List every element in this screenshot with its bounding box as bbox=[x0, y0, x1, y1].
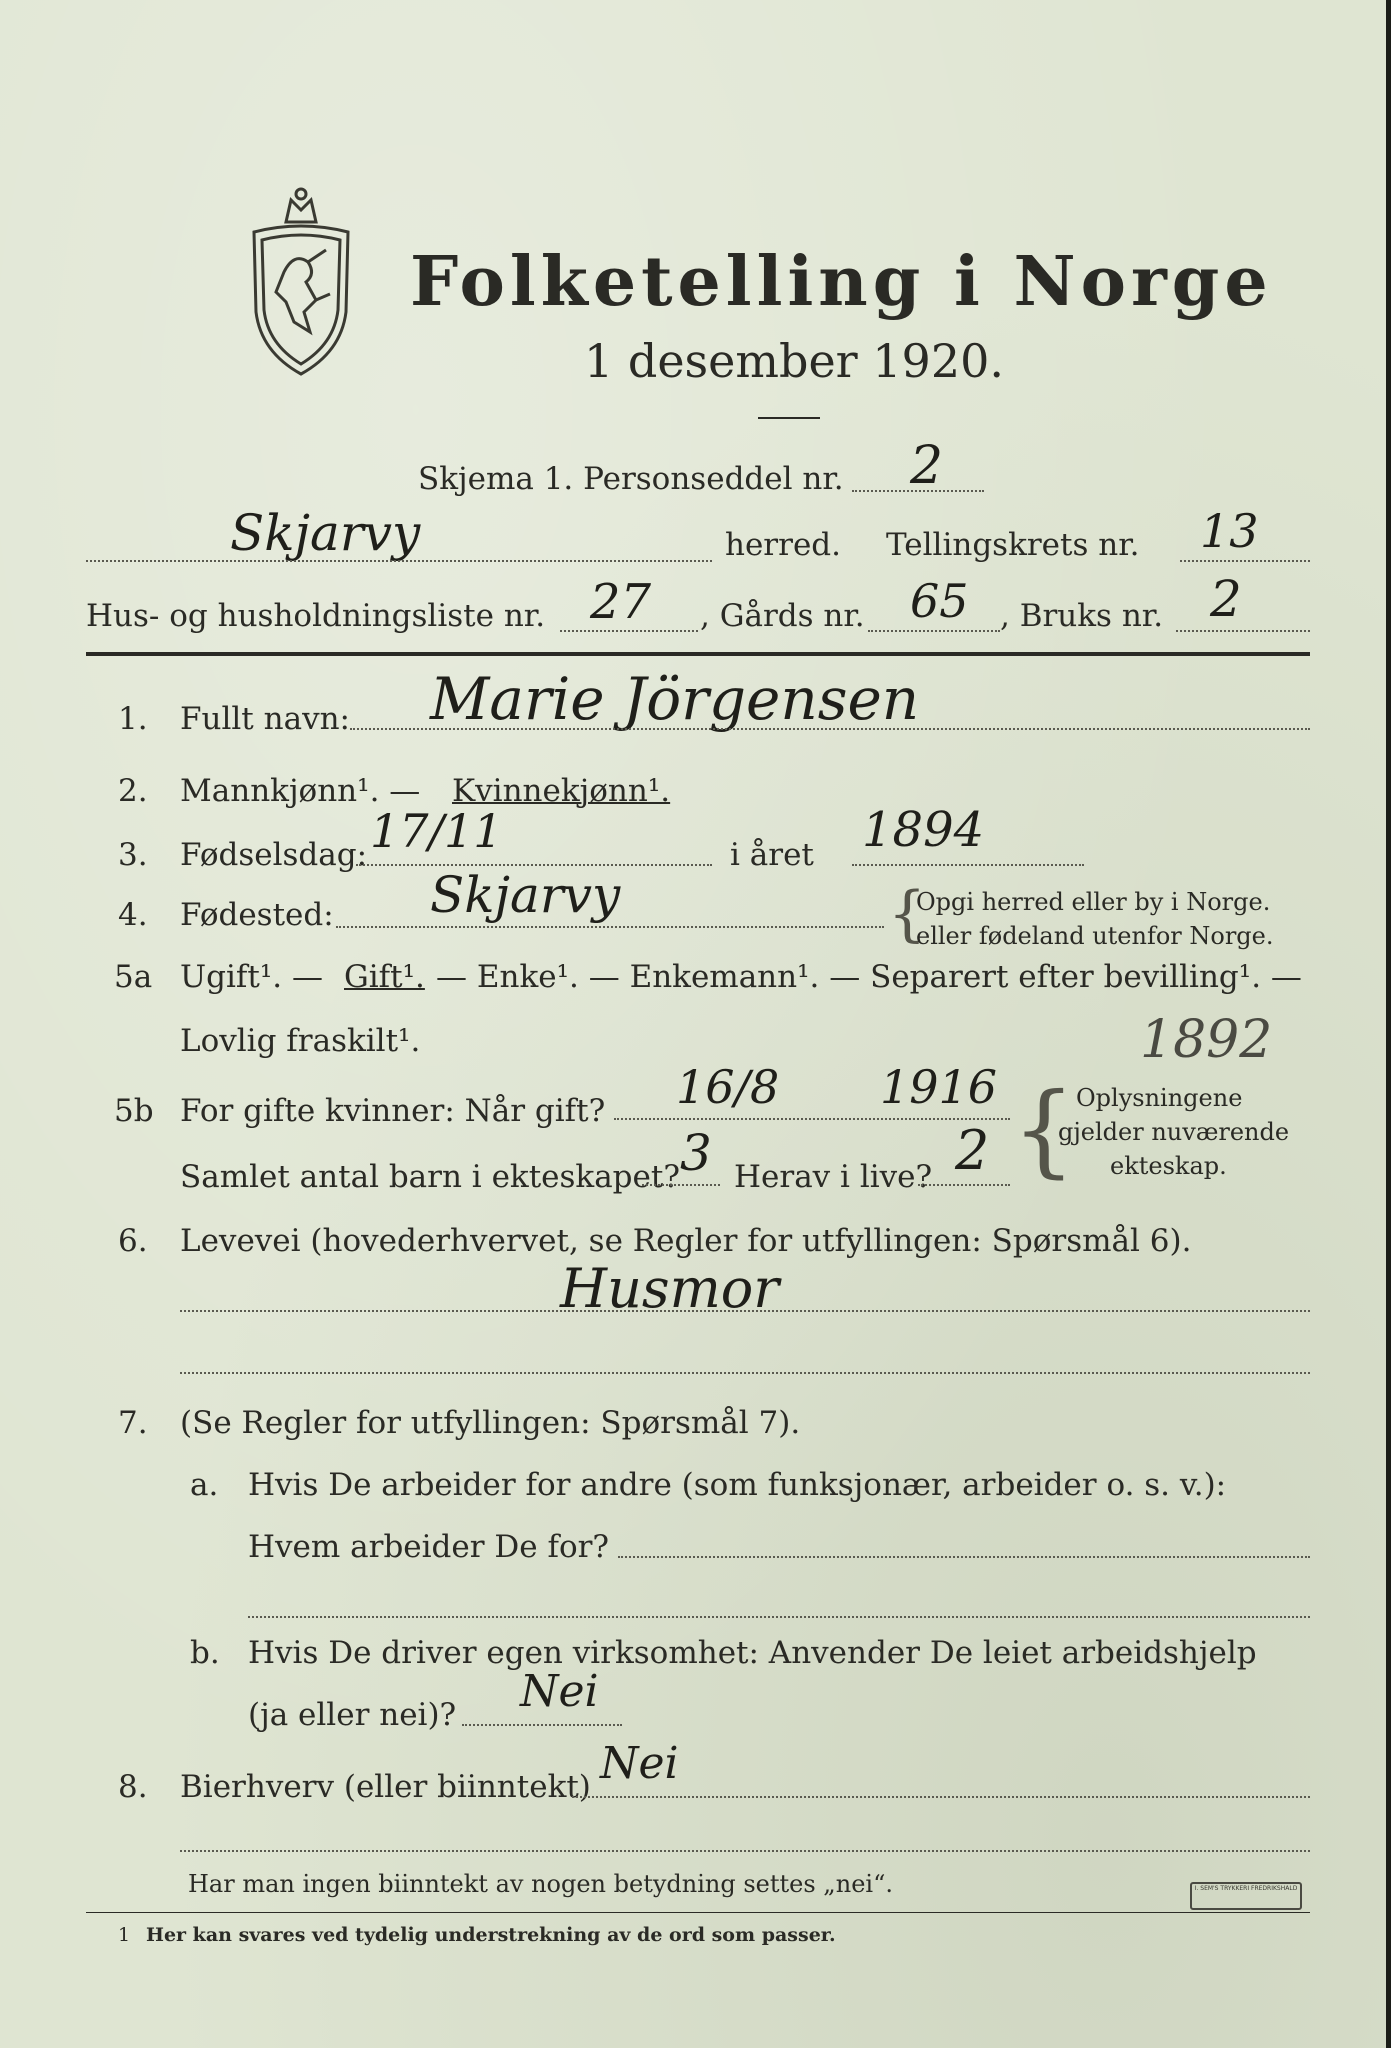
herred-line bbox=[86, 560, 712, 562]
q5a-number: 5a bbox=[114, 959, 153, 995]
household-line bbox=[560, 630, 698, 632]
q4-label: Fødested: bbox=[180, 897, 334, 933]
q7a-letter: a. bbox=[190, 1467, 219, 1503]
q1-label: Fullt navn: bbox=[180, 701, 350, 737]
q7b-line-2: (ja eller nei)? bbox=[248, 1697, 457, 1733]
q5a-option-fraskilt[interactable]: Lovlig fraskilt¹. bbox=[180, 1023, 421, 1059]
q4-number: 4. bbox=[118, 897, 148, 933]
tellingskrets-value[interactable]: 13 bbox=[1200, 504, 1259, 558]
q5a-other-options[interactable]: — Enke¹. — Enkemann¹. — Separert efter bevilling¹. — bbox=[436, 959, 1302, 995]
hired-help-value[interactable]: Nei bbox=[520, 1666, 599, 1717]
full-name-value[interactable]: Marie Jörgensen bbox=[430, 665, 920, 733]
title-divider bbox=[758, 417, 820, 419]
schema-number-line bbox=[852, 490, 984, 492]
q5b-number: 5b bbox=[114, 1093, 154, 1129]
q2-option-male[interactable]: Mannkjønn¹. — bbox=[180, 773, 421, 809]
bruks-line bbox=[1176, 630, 1310, 632]
marriage-year-value[interactable]: 1916 bbox=[880, 1060, 998, 1114]
margin-note: 1892 bbox=[1140, 1010, 1273, 1070]
q6-label: Levevei (hovederhvervet, se Regler for utfyllingen: Spørsmål 6). bbox=[180, 1223, 1192, 1259]
printer-stamp-text: I. SEM'S TRYKKERI FREDRIKSHALD bbox=[1194, 1885, 1298, 1892]
q5b-bracket: { bbox=[1012, 1071, 1076, 1188]
q5a-option-gift[interactable]: Gift¹. bbox=[344, 959, 425, 995]
birthplace-line bbox=[336, 926, 884, 928]
employer-line-1[interactable] bbox=[618, 1556, 1310, 1558]
q7a-line-2: Hvem arbeider De for? bbox=[248, 1529, 610, 1565]
q3-number: 3. bbox=[118, 837, 148, 873]
household-label: Hus- og husholdningsliste nr. bbox=[86, 598, 546, 634]
q6-number: 6. bbox=[118, 1223, 148, 1259]
side-income-line-1 bbox=[572, 1796, 1310, 1798]
birthplace-value[interactable]: Skjarvy bbox=[430, 866, 621, 924]
q2-option-female[interactable]: Kvinnekjønn¹. bbox=[452, 773, 671, 809]
q4-note-1: Opgi herred eller by i Norge. bbox=[916, 888, 1271, 916]
q5a-option-ugift[interactable]: Ugift¹. — bbox=[180, 959, 323, 995]
employer-line-2[interactable] bbox=[248, 1616, 1310, 1618]
q7-label: (Se Regler for utfyllingen: Spørsmål 7). bbox=[180, 1405, 801, 1441]
footnote-text: Her kan svares ved tydelig understrekning av de ord som passer. bbox=[146, 1924, 836, 1946]
q7b-line-1: Hvis De driver egen virksomhet: Anvender De leiet arbeidshjelp bbox=[248, 1635, 1257, 1671]
birth-year-value[interactable]: 1894 bbox=[862, 802, 985, 858]
footer-note: Har man ingen biinntekt av nogen betydning settes „nei“. bbox=[188, 1870, 893, 1898]
side-income-value[interactable]: Nei bbox=[600, 1738, 679, 1789]
q5b-children-label: Samlet antal barn i ekteskapet? bbox=[180, 1159, 680, 1195]
marriage-line bbox=[614, 1118, 1010, 1120]
gards-line bbox=[868, 630, 1000, 632]
printer-stamp bbox=[1190, 1882, 1302, 1910]
q8-number: 8. bbox=[118, 1769, 148, 1805]
herred-label: herred. bbox=[725, 527, 841, 563]
q7-number: 7. bbox=[118, 1405, 148, 1441]
side-income-line-2 bbox=[180, 1850, 1310, 1852]
q2-number: 2. bbox=[118, 773, 148, 809]
q4-note-2: eller fødeland utenfor Norge. bbox=[916, 922, 1274, 950]
q7b-letter: b. bbox=[190, 1635, 220, 1671]
schema-number-value[interactable]: 2 bbox=[910, 436, 944, 496]
bruks-value[interactable]: 2 bbox=[1210, 570, 1242, 628]
q5b-note-1: Oplysningene bbox=[1076, 1084, 1243, 1112]
header-divider bbox=[86, 652, 1310, 656]
bruks-label: , Bruks nr. bbox=[1000, 598, 1164, 634]
q4-bracket: { bbox=[888, 879, 927, 949]
tellingskrets-line bbox=[1180, 560, 1310, 562]
birthdate-value[interactable]: 17/11 bbox=[370, 804, 503, 858]
form-date: 1 desember 1920. bbox=[584, 334, 1004, 388]
children-count-value[interactable]: 3 bbox=[680, 1124, 712, 1182]
alive-count-line bbox=[918, 1184, 1010, 1186]
full-name-line bbox=[350, 728, 1310, 730]
hired-help-line bbox=[462, 1724, 622, 1726]
birth-year-label: i året bbox=[730, 837, 814, 873]
q7a-line-1: Hvis De arbeider for andre (som funksjonær, arbeider o. s. v.): bbox=[248, 1467, 1227, 1503]
occupation-line-1 bbox=[180, 1310, 1310, 1312]
footnote-number: 1 bbox=[118, 1924, 131, 1946]
gards-label: , Gårds nr. bbox=[700, 598, 865, 634]
alive-count-value[interactable]: 2 bbox=[955, 1119, 990, 1182]
herred-value[interactable]: Skjarvy bbox=[230, 504, 421, 562]
q3-label: Fødselsdag: bbox=[180, 837, 368, 873]
footer-divider bbox=[86, 1912, 1310, 1913]
children-count-line bbox=[642, 1184, 720, 1186]
gards-value[interactable]: 65 bbox=[910, 574, 969, 628]
q1-number: 1. bbox=[118, 701, 148, 737]
norway-coat-of-arms-icon bbox=[246, 182, 356, 382]
occupation-line-2 bbox=[180, 1372, 1310, 1374]
form-title: Folketelling i Norge bbox=[410, 242, 1273, 322]
q8-label: Bierhverv (eller biinntekt) bbox=[180, 1769, 591, 1805]
birth-year-line bbox=[852, 864, 1084, 866]
occupation-value[interactable]: Husmor bbox=[560, 1257, 780, 1320]
schema-label: Skjema 1. Personseddel nr. bbox=[418, 461, 844, 497]
household-value[interactable]: 27 bbox=[590, 574, 652, 630]
marriage-date-value[interactable]: 16/8 bbox=[676, 1060, 780, 1114]
tellingskrets-label: Tellingskrets nr. bbox=[886, 527, 1140, 563]
q5b-note-3: ekteskap. bbox=[1110, 1152, 1227, 1180]
q5b-label: For gifte kvinner: Når gift? bbox=[180, 1093, 606, 1129]
q5b-alive-label: Herav i live? bbox=[734, 1159, 933, 1195]
q5b-note-2: gjelder nuværende bbox=[1058, 1118, 1290, 1146]
